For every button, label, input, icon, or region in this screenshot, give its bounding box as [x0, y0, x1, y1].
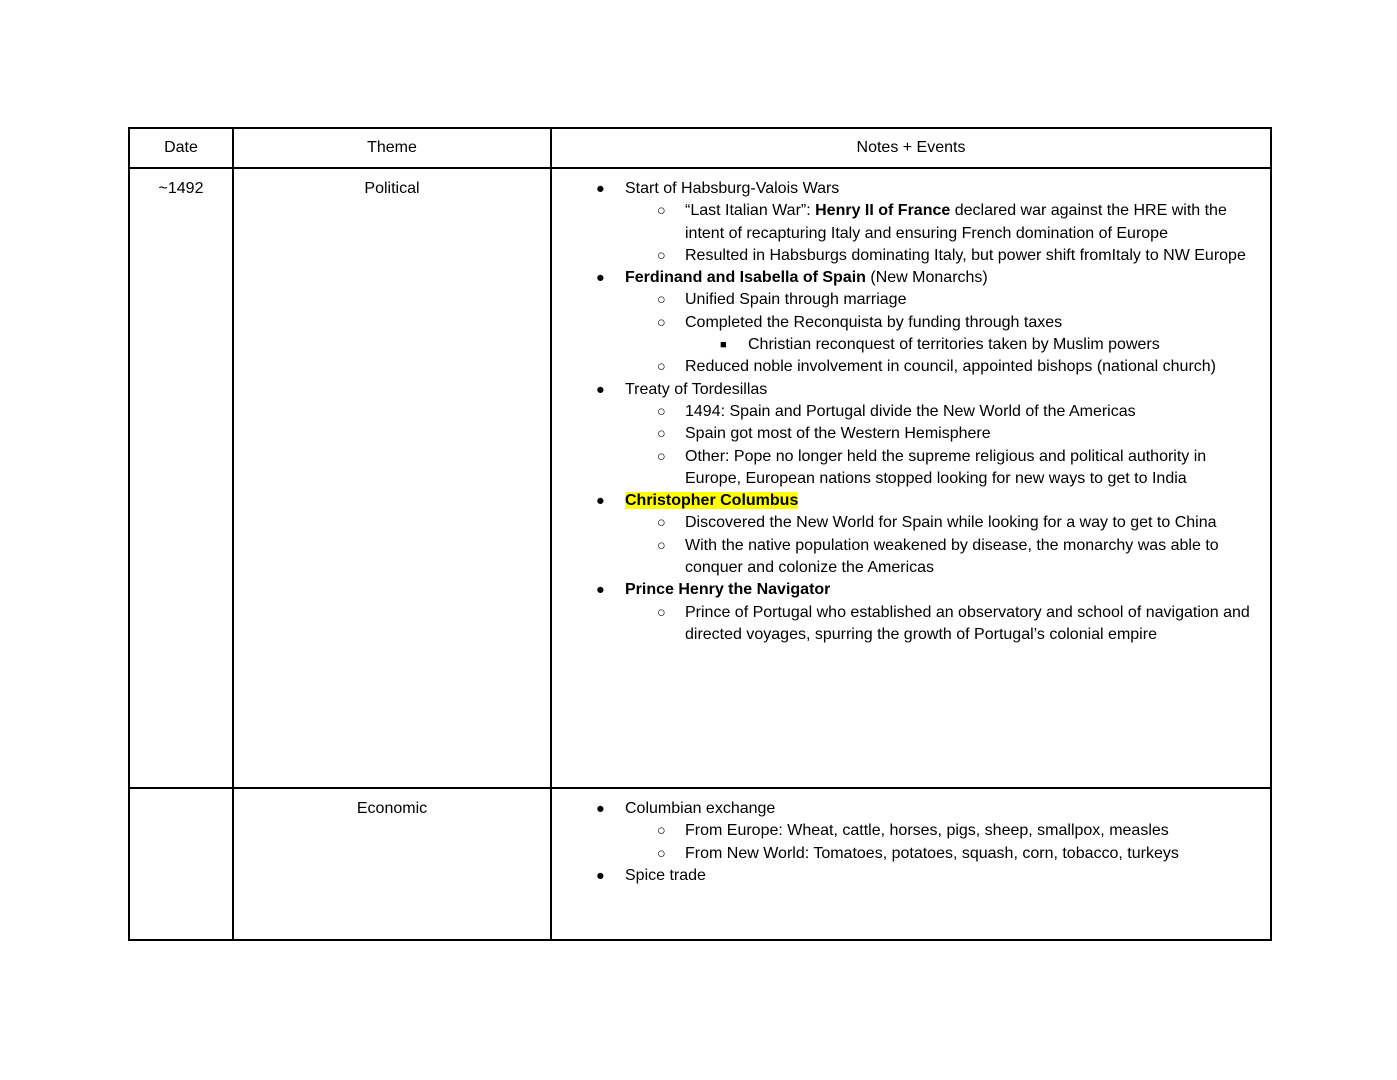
note-text: [625, 267, 1265, 289]
disc-bullet-icon: ●: [596, 582, 605, 599]
table-row: [129, 168, 1271, 788]
text-segment: Spice trade: [625, 866, 706, 884]
text-segment: Other: Pope no longer held the supreme religious and political authority in Europe, European nations stopped looking for new ways to get to India: [685, 447, 1207, 487]
text-segment: Columbian exchange: [625, 800, 776, 817]
disc-bullet-icon: ●: [596, 801, 605, 817]
text-segment: Spain got most of the Western Hemisphere: [685, 425, 991, 443]
theme-cell: Political: [233, 168, 551, 788]
disc-bullet-icon: ●: [596, 493, 605, 510]
note-item-level-3: [720, 334, 1265, 356]
circle-bullet-icon: ○: [657, 314, 666, 331]
disc-bullet-icon: ●: [596, 381, 605, 398]
note-item-level-2: [657, 356, 1265, 378]
circle-bullet-icon: ○: [657, 292, 666, 309]
circle-bullet-icon: ○: [657, 845, 666, 862]
note-text: [685, 602, 1265, 647]
note-item-level-2: [657, 820, 1265, 842]
text-segment: Prince Henry the Navigator: [625, 581, 831, 599]
note-item-level-2: [657, 289, 1265, 311]
text-segment: declared war against the HRE with the intent of recapturing Italy and ensuring French domination of Europe: [685, 202, 1227, 242]
note-item-level-2: [657, 423, 1265, 445]
disc-bullet-icon: ●: [596, 270, 605, 287]
note-text: [685, 356, 1265, 378]
text-segment: Treaty of Tordesillas: [625, 380, 768, 398]
note-item-level-2: [657, 535, 1265, 580]
note-text: [685, 312, 1265, 334]
note-text: [625, 865, 1265, 887]
theme-cell: Economic: [233, 788, 551, 940]
text-segment: Ferdinand and Isabella of Spain: [625, 269, 866, 287]
text-segment: Resulted in Habsburgs dominating Italy, but power shift fromItaly to NW Europe: [685, 246, 1246, 264]
note-item-level-1: [596, 865, 1265, 887]
col-header-date: Date: [129, 128, 233, 168]
note-item-level-2: [657, 512, 1265, 534]
text-segment: Christian reconquest of territories taken by Muslim powers: [748, 336, 1160, 354]
note-text: [685, 289, 1265, 311]
note-item-level-1: [596, 267, 1265, 289]
circle-bullet-icon: ○: [657, 247, 666, 264]
note-text: [685, 535, 1265, 580]
note-text: [685, 843, 1265, 865]
note-item-level-1: [596, 490, 1265, 512]
date-cell: [129, 788, 233, 940]
highlighted-text: Christopher Columbus: [625, 492, 799, 510]
note-text: [625, 178, 1265, 200]
note-text: [625, 490, 1265, 512]
note-text: [685, 423, 1265, 445]
note-item-level-1: [596, 579, 1265, 601]
text-segment: From New World: Tomatoes, potatoes, squash, corn, tobacco, turkeys: [685, 844, 1179, 862]
circle-bullet-icon: ○: [657, 537, 666, 554]
note-item-level-1: [596, 798, 1265, 820]
note-text: [748, 334, 1265, 356]
notes-cell: [551, 168, 1271, 788]
text-segment: (New Monarchs): [865, 269, 988, 287]
circle-bullet-icon: ○: [657, 823, 666, 840]
text-segment: Henry II of France: [815, 202, 951, 220]
note-item-level-1: [596, 379, 1265, 401]
text-segment: Unified Spain through marriage: [685, 291, 907, 309]
table-body: [129, 168, 1271, 940]
table-row: [129, 788, 1271, 940]
text-segment: From Europe: Wheat, cattle, horses, pigs, sheep, smallpox, measles: [685, 822, 1169, 840]
note-text: [685, 200, 1265, 245]
text-segment: 1494: Spain and Portugal divide the New World of the Americas: [685, 402, 1136, 420]
note-text: [685, 401, 1265, 423]
note-text: [685, 446, 1265, 491]
circle-bullet-icon: ○: [657, 515, 666, 532]
date-cell: ~1492: [129, 168, 233, 788]
circle-bullet-icon: ○: [657, 359, 666, 376]
note-text: [685, 820, 1265, 842]
note-item-level-2: [657, 401, 1265, 423]
disc-bullet-icon: ●: [596, 867, 605, 884]
note-item-level-2: [657, 312, 1265, 334]
note-text: [625, 579, 1265, 601]
notes-table: [128, 127, 1272, 941]
circle-bullet-icon: ○: [657, 448, 666, 465]
note-text: [625, 798, 1265, 820]
note-item-level-2: [657, 843, 1265, 865]
circle-bullet-icon: ○: [657, 426, 666, 443]
square-bullet-icon: ■: [720, 339, 727, 352]
header-row: [129, 128, 1271, 168]
col-header-notes: Notes + Events: [551, 128, 1271, 168]
text-segment: With the native population weakened by disease, the monarchy was able to conquer and colonize the Americas: [685, 536, 1219, 577]
note-text: [625, 379, 1265, 401]
note-item-level-1: [596, 178, 1265, 200]
note-text: [685, 512, 1265, 534]
circle-bullet-icon: ○: [657, 203, 666, 220]
note-item-level-2: [657, 245, 1265, 267]
text-segment: Completed the Reconquista by funding through taxes: [685, 313, 1063, 331]
note-item-level-2: [657, 602, 1265, 647]
disc-bullet-icon: ●: [596, 181, 605, 197]
text-segment: Reduced noble involvement in council, appointed bishops (national church): [685, 358, 1216, 376]
note-text: [685, 245, 1265, 267]
col-header-theme: Theme: [233, 128, 551, 168]
text-segment: Prince of Portugal who established an observatory and school of navigation and directed voyages, spurring the growth of Portugal’s colonial empire: [685, 603, 1250, 643]
text-segment: Discovered the New World for Spain while looking for a way to get to China: [685, 514, 1217, 532]
circle-bullet-icon: ○: [657, 604, 666, 621]
text-segment: Start of Habsburg-Valois Wars: [625, 180, 840, 197]
text-segment: “Last Italian War”:: [685, 202, 816, 220]
circle-bullet-icon: ○: [657, 403, 666, 420]
note-item-level-2: [657, 200, 1265, 245]
note-item-level-2: [657, 446, 1265, 491]
notes-cell: [551, 788, 1271, 940]
